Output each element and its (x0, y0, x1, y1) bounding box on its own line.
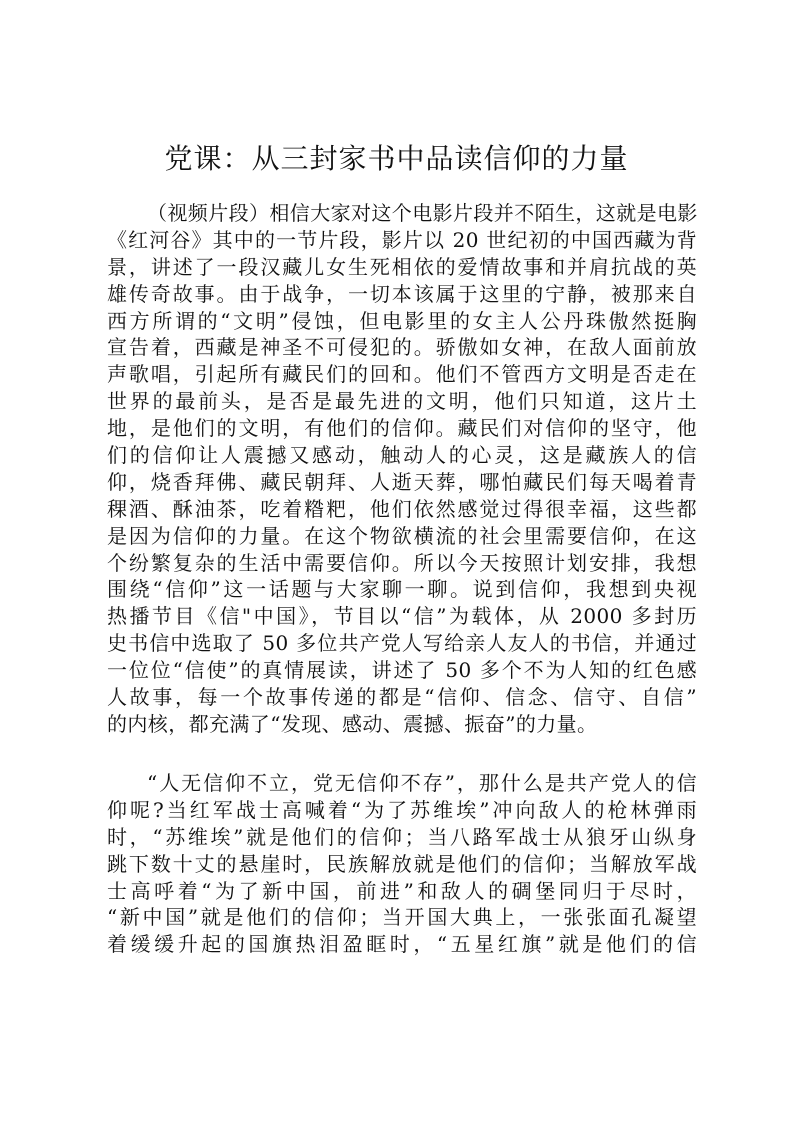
paragraph-line: 雄传奇故事。由于战争，一切本该属于这里的宁静，被那来自 (107, 281, 697, 306)
paragraph-line: 跳下数十丈的悬崖时，民族解放就是他们的信仰；当解放军战 (107, 851, 697, 876)
paragraph-line: 仰，烧香拜佛、藏民朝拜、人逝天葬，哪怕藏民们每天喝着青 (107, 469, 697, 494)
paragraph-line: “新中国”就是他们的信仰；当开国大典上，一张张面孔凝望 (107, 905, 697, 930)
paragraph-line: 人故事，每一个故事传递的都是“信仰、信念、信守、自信” (107, 685, 697, 710)
paragraph-line: 稞酒、酥油茶，吃着糌粑，他们依然感觉过得很幸福，这些都 (107, 496, 697, 521)
paragraph-line: 景，讲述了一段汉藏儿女生死相依的爱情故事和并肩抗战的英 (107, 254, 697, 279)
paragraph-line: 着缓缓升起的国旗热泪盈眶时，“五星红旗”就是他们的信 (107, 932, 697, 957)
document-title: 党课：从三封家书中品读信仰的力量 (164, 142, 629, 175)
paragraph-line: 世界的最前头，是否是最先进的文明，他们只知道，这片土 (107, 389, 697, 414)
paragraph-line: 围绕“信仰”这一话题与大家聊一聊。说到信仰，我想到央视 (107, 577, 697, 602)
paragraph-2 (107, 770, 697, 958)
paragraph-line: 仰呢?当红军战士高喊着“为了苏维埃”冲向敌人的枪林弹雨 (107, 797, 697, 822)
paragraph-line: （视频片段）相信大家对这个电影片段并不陌生，这就是电影 (147, 201, 698, 225)
paragraph-line: “人无信仰不立，党无信仰不存”，那什么是共产党人的信 (147, 771, 697, 795)
paragraph-line: 时，“苏维埃”就是他们的信仰；当八路军战士从狼牙山纵身 (107, 824, 697, 849)
paragraph-line: 《红河谷》其中的一节片段，影片以 20 世纪初的中国西藏为背 (107, 227, 697, 252)
paragraph-line: 个纷繁复杂的生活中需要信仰。所以今天按照计划安排，我想 (107, 550, 697, 575)
paragraph-line: 史书信中选取了 50 多位共产党人写给亲人友人的书信，并通过 (107, 631, 697, 656)
paragraph-line: 热播节目《信"中国》，节目以“信”为载体，从 2000 多封历 (107, 604, 697, 629)
paragraph-line: 地，是他们的文明，有他们的信仰。藏民们对信仰的坚守，他 (107, 416, 697, 441)
paragraph-line: 声歌唱，引起所有藏民们的回和。他们不管西方文明是否走在 (107, 362, 697, 387)
paragraph-line: 的内核，都充满了“发现、感动、震撼、振奋”的力量。 (107, 711, 598, 736)
paragraph-line: 西方所谓的“文明”侵蚀，但电影里的女主人公丹珠傲然挺胸 (107, 308, 697, 333)
paragraph-line: 们的信仰让人震撼又感动，触动人的心灵，这是藏族人的信 (107, 443, 697, 468)
paragraph-1 (107, 200, 697, 738)
paragraph-line: 士高呼着“为了新中国，前进”和敌人的碉堡同归于尽时， (107, 878, 697, 903)
paragraph-line: 一位位“信使”的真情展读，讲述了 50 多个不为人知的红色感 (107, 658, 697, 683)
paragraph-line: 宣告着，西藏是神圣不可侵犯的。骄傲如女神，在敌人面前放 (107, 335, 697, 360)
paragraph-line: 是因为信仰的力量。在这个物欲横流的社会里需要信仰，在这 (107, 523, 697, 548)
